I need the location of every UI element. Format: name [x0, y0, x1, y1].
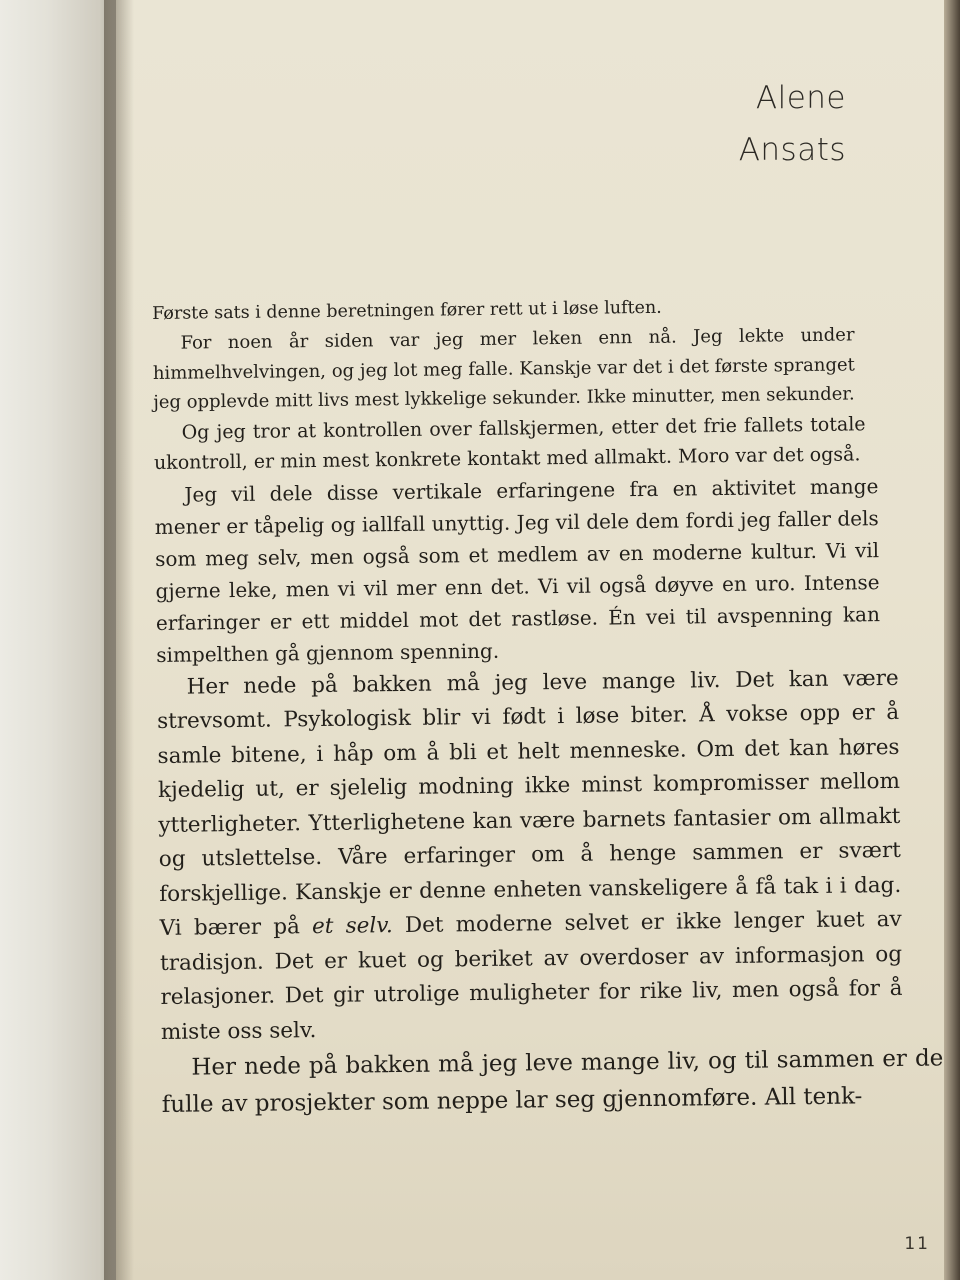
chapter-heading	[739, 72, 846, 176]
chapter-title: Alene	[755, 80, 846, 116]
paragraph-5-text-a: Her nede på bakken må jeg leve mange liv. Det kan være strevsomt. Psykologisk blir vi født i løse biter. Å vokse opp er å samle bitene, i håp om å bli et helt menneske. Om det kan høres kjedelig ut, er sjelelig modning ikke minst kompromisser mellom ytterligheter. Ytterlighetene kan være barnets fantasier om allmakt og utslettelse. Våre erfaringer om å henge sammen er svært forskjellige. Kanskje er denne enheten vanskeligere å få tak i i dag. Vi bærer på	[156, 665, 902, 941]
page-right-edge	[944, 0, 960, 1280]
paragraph-5-text-b: Det moderne selvet er ikke lenger kuet av tradisjon. Det er kuet og beriket av overdoser av informasjon og relasjoner. Det gir utrolige muligheter for rike liv, men også for å miste oss selv.	[159, 906, 903, 1045]
paragraph-2: For noen år siden var jeg mer leken enn nå. Jeg lekte under himmelhvelvingen, og jeg lot meg falle. Kanskje var det i det første spranget jeg opplevde mitt livs mest lykkelige sekunder. Ikke minutter, men sekunder.	[152, 324, 855, 413]
page-number: 11	[904, 1234, 930, 1254]
facing-page-edge	[0, 0, 118, 1280]
paragraph-3: Og jeg tror at kontrollen over fallskjermen, etter det frie fallets totale ukontroll, er min mest konkrete kontakt med allmakt. Moro var det også.	[153, 412, 866, 474]
gutter-shadow	[104, 0, 134, 1280]
paragraph-5	[157, 661, 904, 1050]
chapter-subtitle: Ansats	[738, 132, 846, 168]
paragraph-1: Første sats i denne beretningen fører rett ut i løse luften.	[152, 297, 662, 324]
body-text	[152, 291, 944, 1124]
paragraph-6: Her nede på bakken må jeg leve mange liv, og til sammen er de fulle av prosjekter som neppe lar seg gjennomføre. All tenk-	[161, 1045, 944, 1118]
paragraph-4: Jeg vil dele disse vertikale erfaringene fra en aktivitet mange mener er tåpelig og iallfall unyttig. Jeg vil dele dem fordi jeg faller dels som meg selv, men også som et medlem av en moderne kultur. Vi vil gjerne leke, men vi vil mer enn det. Vi vil også døyve en uro. Intense erfaringer er ett middel mot det rastløse. Én vei til avspenning kan simpelthen gå gjennom spenning.	[154, 473, 881, 667]
paragraph-5-italic: et selv.	[311, 913, 393, 940]
